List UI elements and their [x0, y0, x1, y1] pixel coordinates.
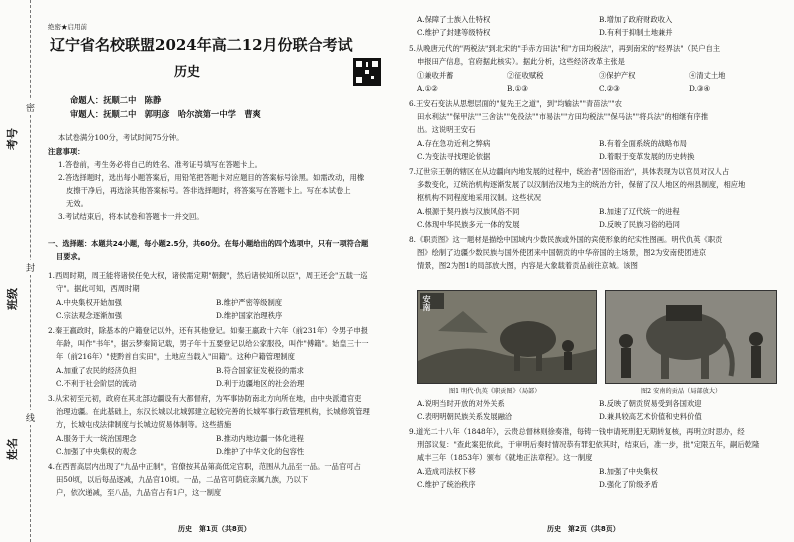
- option-q7-a: A.根源于契丹族与汉族风俗不同: [417, 207, 520, 216]
- question-line: 年（前216年）"使黔首自实田"，土地应当载入"田籍"。这种户籍管理制度: [56, 352, 295, 361]
- option-q5-4: ④清丈土地: [689, 71, 726, 80]
- option-q5-d: D.③④: [689, 84, 710, 93]
- question-line: 咸丰三年（1853年）颁布《就地正法章程》。这一制度: [417, 453, 593, 462]
- gutter-label-class: 班级: [6, 288, 19, 310]
- option-q5-b: B.①③: [507, 84, 528, 93]
- question-line: 治理边疆。在此基础上，东汉长城以北城郭建立起较完善的长城军事行政管理机构，长城修筑管理: [56, 407, 370, 416]
- author-line: 命题人：抚顺二中 陈静: [70, 95, 162, 105]
- question-line: 田50顷，以后每品逐减，九品官10顷。一品，二品官可荫庇亲属九族，乃以下: [56, 475, 309, 484]
- option-q5-2: ②征收赋税: [507, 71, 544, 80]
- option-q5-a: A.①②: [417, 84, 438, 93]
- option-q1-d: D.维护国家治理秩序: [216, 311, 283, 320]
- option-q1-b: B.维护严密等级制度: [216, 298, 283, 307]
- option-q3-a: A.服务于大一统治国理念: [56, 434, 137, 443]
- reviewer-line: 审题人：抚顺二中 郭明彦 哈尔滨第一中学 曹爽: [70, 109, 261, 119]
- seal-char: 线: [26, 410, 35, 425]
- option-q4-b: B.增加了政府财政收入: [599, 15, 673, 24]
- note-line: 皮擦干净后，再选涂其他答案标号。答非选择题时，将答案写在答题卡上。写在本试卷上: [66, 186, 351, 195]
- option-q8-d: D.兼具较高艺术价值和史料价值: [599, 412, 702, 421]
- note-line: 无效。: [66, 199, 88, 208]
- note-line: 3.考试结束后，将本试卷和答题卡一并交回。: [58, 212, 204, 221]
- option-q3-c: C.加强了中央集权的观念: [56, 447, 137, 456]
- figure-2-caption: 图2 安南的贡品（局部放大）: [641, 388, 722, 395]
- option-q9-c: C.维护了统治秩序: [417, 480, 476, 489]
- section-header-cont: 目要求。: [56, 252, 85, 261]
- page-footer: 历史 第1页（共8页）: [178, 525, 251, 533]
- question-line: 9.道光二十八年（1848年），云贵总督林则徐奏准，每铸一钱申请死刑犯无期转复核，再明立时思办，经: [409, 427, 745, 436]
- question-line: 方，长城屯戍法律制度与长城边贸易体制等。这些措施: [56, 420, 232, 429]
- question-line: 1.西周时期，周王能将诸侯任免大权，诸侯需定期"朝觐"，然后诸侯知所以臣"，周王还会"五载一巡: [48, 271, 368, 280]
- question-line: 8.《职贡图》这一题材是描绘中国域内少数民族或外国的宾使形象的纪实性图画。明代仇英《职贡: [409, 235, 723, 244]
- option-q9-b: B.加强了中央集权: [599, 467, 658, 476]
- option-q5-c: C.②③: [599, 84, 620, 93]
- question-line: 出。这说明王安石: [417, 125, 476, 134]
- option-q8-b: B.反映了朝贡贸易受到各国欢迎: [599, 399, 702, 408]
- option-q2-b: B.符合国家征发税役的需求: [216, 366, 304, 375]
- option-q6-b: B.有着全面系统的战略布局: [599, 139, 687, 148]
- notes-header: 注意事项：: [48, 147, 85, 156]
- subject-title: 历史: [174, 65, 201, 80]
- option-q4-c: C.维护了封建等级特权: [417, 28, 491, 37]
- option-q3-d: D.维护了中华文化的包容性: [216, 447, 305, 456]
- question-line: 5.从晚唐元代的"两税法"到北宋的"手赤方田法"和"方田均税法"，再到南宋的"经界法"（民户自主: [409, 44, 721, 53]
- seal-char: 封: [26, 260, 35, 275]
- confidential-mark: 绝密★启用前: [48, 23, 87, 31]
- option-q1-c: C.宗法观念逐渐加强: [56, 311, 123, 320]
- option-q8-c: C.表明明朝民族关系发展融洽: [417, 412, 513, 421]
- question-line: 年龄，叫作"书年"，据云梦秦简记载，男子年十五要登记以给公家服役，叫作"傅籍"。始皇三十一: [56, 339, 369, 348]
- option-q7-c: C.体现中华民族多元一体的发展: [417, 220, 520, 229]
- section-header: 一、选择题：本题共24小题，每小题2.5分，共60分。在每小题给出的四个选项中，只有一项符合题: [48, 239, 369, 248]
- question-line: 6.王安石变法从思想层面的"复先王之道"，到"均输法""青苗法""农: [409, 99, 622, 108]
- question-line: 4.在西晋高层内出现了"九品中正制"，官僚按其品第高低定官职，范围从九品至一品。一品官可占: [48, 462, 361, 471]
- binding-gutter: [0, 0, 40, 542]
- qr-code-icon: [353, 58, 381, 86]
- option-q3-b: B.推动内地边疆一体化进程: [216, 434, 304, 443]
- option-q6-d: D.着眼于变革发展的历史转换: [599, 152, 695, 161]
- question-line: 7.辽世宗王朝的辖区在从边疆向内地发展的过程中，统治者"因俗而治"，具体表现为以官员对汉人占: [409, 167, 730, 176]
- option-q5-3: ③保护产权: [599, 71, 636, 80]
- question-line: 枢机构不同程度地采用汉制。这些状况: [417, 193, 542, 202]
- option-q9-d: D.强化了阶级矛盾: [599, 480, 658, 489]
- option-q2-d: D.利于边疆地区的社会治理: [216, 379, 305, 388]
- option-q7-d: D.反映了民族习俗的趋同: [599, 220, 680, 229]
- option-q2-a: A.加重了农民的经济负担: [56, 366, 137, 375]
- option-q6-c: C.为变法寻找理论依据: [417, 152, 491, 161]
- exam-title: 辽宁省名校联盟2024年高二12月份联合考试: [50, 36, 353, 54]
- figure-1-mark: 安南: [422, 295, 432, 311]
- option-q4-a: A.保障了士族入仕特权: [417, 15, 491, 24]
- gutter-label-exam-id: 考号: [6, 128, 19, 150]
- question-line: 申报田产信息，官府据此核实）。据此分析，这些经济改革主张是: [417, 57, 625, 66]
- option-q4-d: D.有利于抑制土地兼并: [599, 28, 673, 37]
- note-line: 1.答卷前，考生务必将自己的姓名、准考证号填写在答题卡上。: [58, 160, 262, 169]
- option-q7-b: B.加速了辽代统一的进程: [599, 207, 680, 216]
- question-line: 图》绘制了边疆少数民族与国外使团来中国朝贡的中华帝国的主场景，图2为安南使团进京: [417, 248, 707, 257]
- figure-1-caption: 图1 明代·仇英《职贡图》（局部）: [449, 388, 541, 395]
- option-q2-c: C.不利于社会阶层的流动: [56, 379, 137, 388]
- question-line: 情景，图2为图1的局部放大图，内容是大象载着贡品前往京城。该图: [417, 261, 638, 270]
- intro-text: 本试卷满分100分，考试时间75分钟。: [58, 133, 184, 142]
- figure-1-illustration: [418, 291, 596, 383]
- gutter-label-name: 姓名: [6, 438, 19, 460]
- question-line: 刑部议复："查此案犯依此，于审明后奏时情况恭有罪犯依其时，结束后，准一步，批"定限五年，嗣后乾隆: [417, 440, 760, 449]
- question-line: 多数变化，辽统治机构逐渐发展了以汉制治汉地为主的统治方针，保留了汉人地区的州县制度，相应地: [417, 180, 746, 189]
- question-line: 守"。据此可知，西周时期: [56, 284, 140, 293]
- seal-char: 密: [26, 100, 35, 115]
- question-line: 2.秦王嬴政时，除基本的户籍登记以外，还有其他登记。如秦王嬴政十六年（前231年）令男子申报: [48, 326, 369, 335]
- figure-1-painting: [417, 290, 597, 384]
- page-footer: 历史 第2页（共8页）: [547, 525, 620, 533]
- figure-2-painting: [605, 290, 777, 384]
- exam-page-2: [397, 0, 794, 542]
- question-line: 田水利法""保甲法""三舍法""免役法""市易法""方田均税法""保马法""将兵法"的相继有序推: [417, 112, 709, 121]
- question-line: 户，依次递减，至八品，九品官占有1户，这一制度: [56, 488, 222, 497]
- option-q8-a: A.说明当时开放的对外关系: [417, 399, 505, 408]
- note-line: 2.答选择题时，选出每小题答案后，用铅笔把答题卡对应题目的答案标号涂黑。如需改动，用橡: [58, 173, 365, 182]
- option-q6-a: A.存在急功近利之弊病: [417, 139, 491, 148]
- question-line: 3.从宋初至元初，政府在其北部边疆设有大都督府，为军事协防南北方向所在地，由中央派遣官吏: [48, 394, 362, 403]
- option-q1-a: A.中央集权开始加强: [56, 298, 122, 307]
- option-q5-1: ①兼收并蓄: [417, 71, 454, 80]
- option-q9-a: A.造成司法权下移: [417, 467, 476, 476]
- figure-2-illustration: [606, 291, 776, 383]
